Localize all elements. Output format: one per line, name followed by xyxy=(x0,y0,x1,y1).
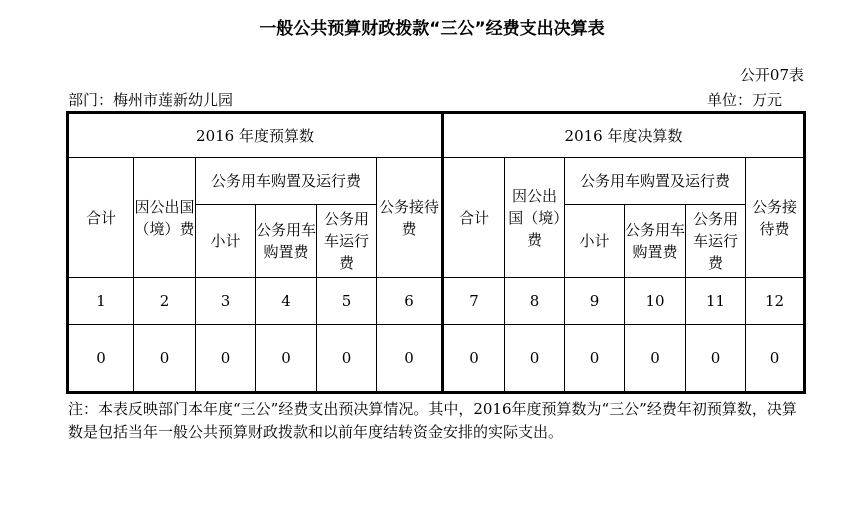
final-vehicle-purchase-header: 公务用车购置费 xyxy=(625,205,686,278)
final-reception-header: 公务接待费 xyxy=(746,158,805,278)
final-header: 2016 年度决算数 xyxy=(443,113,805,158)
index-cell: 12 xyxy=(746,278,805,325)
index-cell: 5 xyxy=(317,278,377,325)
value-cell: 0 xyxy=(256,325,317,393)
index-cell: 7 xyxy=(443,278,505,325)
budget-abroad-header: 因公出国（境）费 xyxy=(134,158,196,278)
index-cell: 1 xyxy=(68,278,134,325)
final-subtotal-header: 小计 xyxy=(565,205,625,278)
index-cell: 3 xyxy=(196,278,256,325)
budget-total-header: 合计 xyxy=(68,158,134,278)
final-vehicle-operation-header: 公务用车运行费 xyxy=(686,205,746,278)
value-cell: 0 xyxy=(68,325,134,393)
value-cell: 0 xyxy=(505,325,565,393)
unit-label: 单位：万元 xyxy=(706,91,782,109)
final-vehicle-group-header: 公务用车购置及运行费 xyxy=(565,158,746,205)
value-cell: 0 xyxy=(134,325,196,393)
value-cell: 0 xyxy=(686,325,746,393)
budget-vehicle-purchase-header: 公务用车购置费 xyxy=(256,205,317,278)
value-cell: 0 xyxy=(317,325,377,393)
value-cell: 0 xyxy=(196,325,256,393)
page-title: 一般公共预算财政拨款“三公”经费支出决算表 xyxy=(259,19,605,39)
value-cell: 0 xyxy=(625,325,686,393)
budget-vehicle-operation-header: 公务用车运行费 xyxy=(317,205,377,278)
final-abroad-header: 因公出国（境）费 xyxy=(505,158,565,278)
footnote: 注：本表反映部门本年度“三公”经费支出预决算情况。其中，2016年度预算数为“三公”经费年初预算数，决算数是包括当年一般公共预算财政拨款和以前年度结转资金安排的实际支出。 xyxy=(68,400,797,441)
budget-reception-header: 公务接待费 xyxy=(377,158,443,278)
index-row xyxy=(68,278,805,325)
value-cell: 0 xyxy=(746,325,805,393)
final-total-header: 合计 xyxy=(443,158,505,278)
index-cell: 9 xyxy=(565,278,625,325)
budget-subtotal-header: 小计 xyxy=(196,205,256,278)
index-cell: 8 xyxy=(505,278,565,325)
form-number: 公开07表 xyxy=(739,66,804,84)
budget-vehicle-group-header: 公务用车购置及运行费 xyxy=(196,158,377,205)
value-row xyxy=(68,325,805,393)
index-cell: 6 xyxy=(377,278,443,325)
index-cell: 4 xyxy=(256,278,317,325)
index-cell: 10 xyxy=(625,278,686,325)
index-cell: 2 xyxy=(134,278,196,325)
department-label: 部门：梅州市莲新幼儿园 xyxy=(68,91,234,109)
index-cell: 11 xyxy=(686,278,746,325)
expense-table xyxy=(66,111,806,394)
value-cell: 0 xyxy=(443,325,505,393)
value-cell: 0 xyxy=(565,325,625,393)
budget-header: 2016 年度预算数 xyxy=(68,113,443,158)
value-cell: 0 xyxy=(377,325,443,393)
